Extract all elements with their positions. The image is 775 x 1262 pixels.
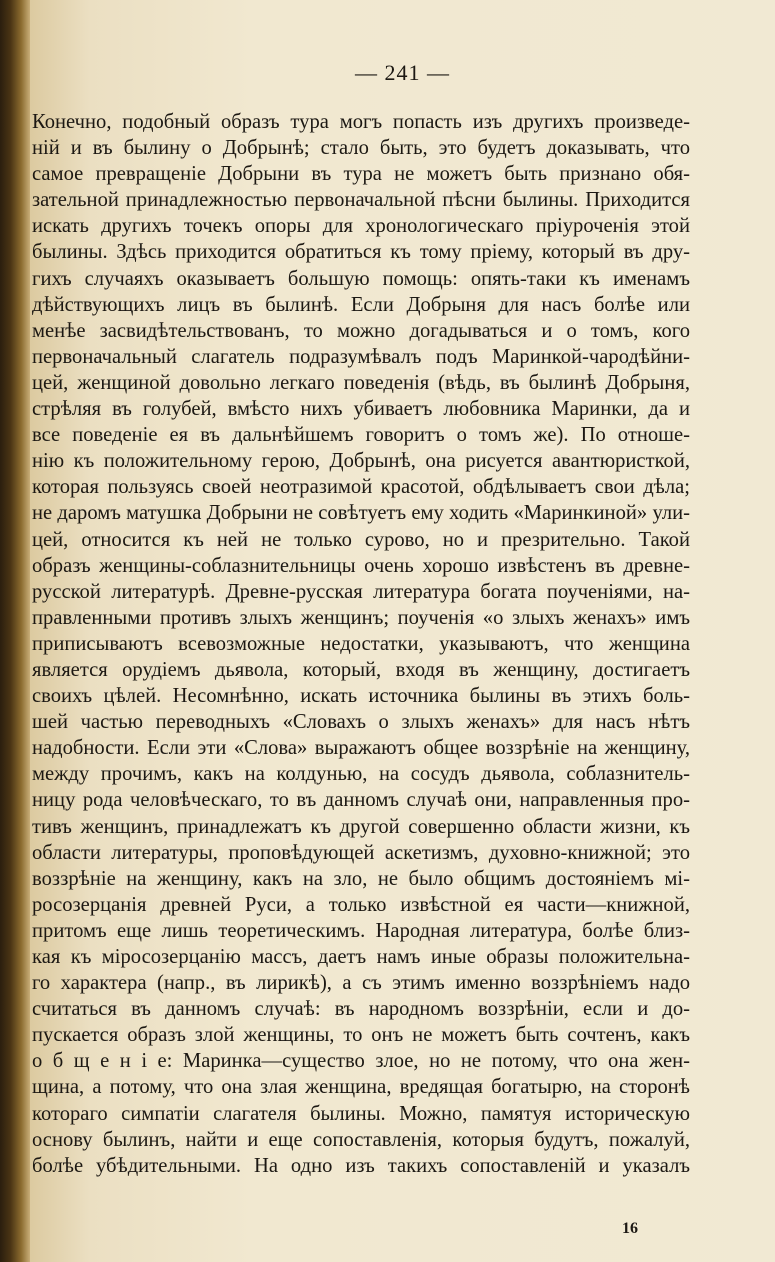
text-line: росозерцанія древней Руси, а только извѣстной ея части—книжной, <box>32 893 690 916</box>
book-spine-shadow <box>0 0 30 1262</box>
text-line: области литературы, проповѣдующей аскетизмъ, духовно-книжной; это <box>32 841 690 864</box>
text-line: нію къ положительному герою, Добрынѣ, она рисуется авантюристкой, <box>32 450 690 473</box>
text-line: болѣе убѣдительными. На одно изъ такихъ сопоставленій и указалъ <box>32 1154 690 1177</box>
text-line: цей, относится къ ней не только сурово, но и презрительно. Такой <box>32 528 690 551</box>
text-line: между прочимъ, какъ на колдунью, на сосудъ дьявола, соблазнитель- <box>32 763 690 786</box>
text-line: не даромъ матушка Добрыни не совѣтуетъ ему ходить «Маринкиной» ули- <box>32 502 690 525</box>
text-line: приписываютъ всевозможные недостатки, указываютъ, что женщина <box>32 632 690 655</box>
text-line: менѣе засвидѣтельствованъ, то можно догадываться и о томъ, кого <box>32 319 690 342</box>
text-line: является орудіемъ дьявола, который, входя въ женщину, достигаетъ <box>32 658 690 681</box>
text-line: о б щ е н і е: Маринка—существо злое, но не потому, что она жен- <box>32 1050 690 1073</box>
text-line: тивъ женщинъ, принадлежатъ къ другой совершенно области жизни, къ <box>32 815 690 838</box>
text-line: русской литературѣ. Древне-русская литература богата поученіями, на- <box>32 580 690 603</box>
book-page <box>30 0 775 1262</box>
text-line: шей частью переводныхъ «Словахъ о злыхъ женахъ» для насъ нѣтъ <box>32 711 690 734</box>
text-line: первоначальный слагатель подразумѣвалъ подъ Маринкой-чародѣйни- <box>32 345 690 368</box>
text-line: кая къ міросозерцанію массъ, даетъ намъ иные образы положительна- <box>32 946 690 968</box>
text-line: образъ женщины-соблазнительницы очень хорошо извѣстенъ въ древне- <box>32 554 690 577</box>
text-line: искать другихъ точекъ опоры для хронологическаго пріуроченія этой <box>32 215 690 238</box>
text-line: зательной принадлежностью первоначальной пѣсни былины. Приходится <box>32 189 690 212</box>
text-line: которая пользуясь своей неотразимой красотой, обдѣлываетъ свои дѣла; <box>32 476 690 499</box>
page-number-header: — 241 — <box>355 60 450 85</box>
text-line: щина, а потому, что она злая женщина, вредящая богатырю, на сторонѣ <box>32 1076 690 1099</box>
text-line: самое превращеніе Добрыни въ тура не можетъ быть признано обя- <box>32 163 690 186</box>
text-line: воззрѣніе на женщину, какъ на зло, не было общимъ достояніемъ мі- <box>32 867 690 890</box>
text-line: былины. Здѣсь приходится обратиться къ тому пріему, который въ дру- <box>32 241 690 264</box>
text-line: Конечно, подобный образъ тура могъ попасть изъ другихъ произведе- <box>32 111 690 133</box>
text-line: основу былинъ, найти и еще сопоставленія, которыя будутъ, пожалуй, <box>32 1128 690 1151</box>
text-line: считаться въ данномъ случаѣ: въ народномъ воззрѣніи, если и до- <box>32 998 690 1021</box>
text-line: правленными противъ злыхъ женщинъ; поученія «о злыхъ женахъ» имъ <box>32 606 690 629</box>
text-line: котораго симпатіи слагателя былины. Можно, памятуя историческую <box>32 1102 690 1125</box>
body-text <box>32 109 690 1179</box>
text-line: пускается образъ злой женщины, то онъ не можетъ быть сочтенъ, какъ <box>32 1024 690 1047</box>
text-line: ницу рода человѣческаго, то въ данномъ случаѣ они, направленныя про- <box>32 789 690 812</box>
text-line: ній и въ былину о Добрынѣ; стало быть, это будетъ доказывать, что <box>32 137 690 160</box>
text-line: дѣйствующихъ лицъ въ былинѣ. Если Добрыня для насъ болѣе или <box>32 293 690 316</box>
text-line: го характера (напр., въ лирикѣ), а съ этимъ именно воззрѣніемъ надо <box>32 972 690 995</box>
text-line: притомъ еще лишь теоретическимъ. Народная литература, болѣе близ- <box>32 919 690 942</box>
text-line: все поведеніе ея въ дальнѣйшемъ говоритъ о томъ же). По отноше- <box>32 424 690 447</box>
text-line: своихъ цѣлей. Несомнѣнно, искать источника былины въ этихъ боль- <box>32 685 690 708</box>
text-line: стрѣляя въ голубей, вмѣсто нихъ убиваетъ любовника Маринки, да и <box>32 398 690 421</box>
signature-mark: 16 <box>622 1220 638 1237</box>
text-line: надобности. Если эти «Слова» выражаютъ общее воззрѣніе на женщину, <box>32 737 690 760</box>
text-line: цей, женщиной довольно легкаго поведенія (вѣдь, въ былинѣ Добрыня, <box>32 371 690 394</box>
text-line: гихъ случаяхъ оказываетъ большую помощь: опять-таки къ именамъ <box>32 267 690 290</box>
